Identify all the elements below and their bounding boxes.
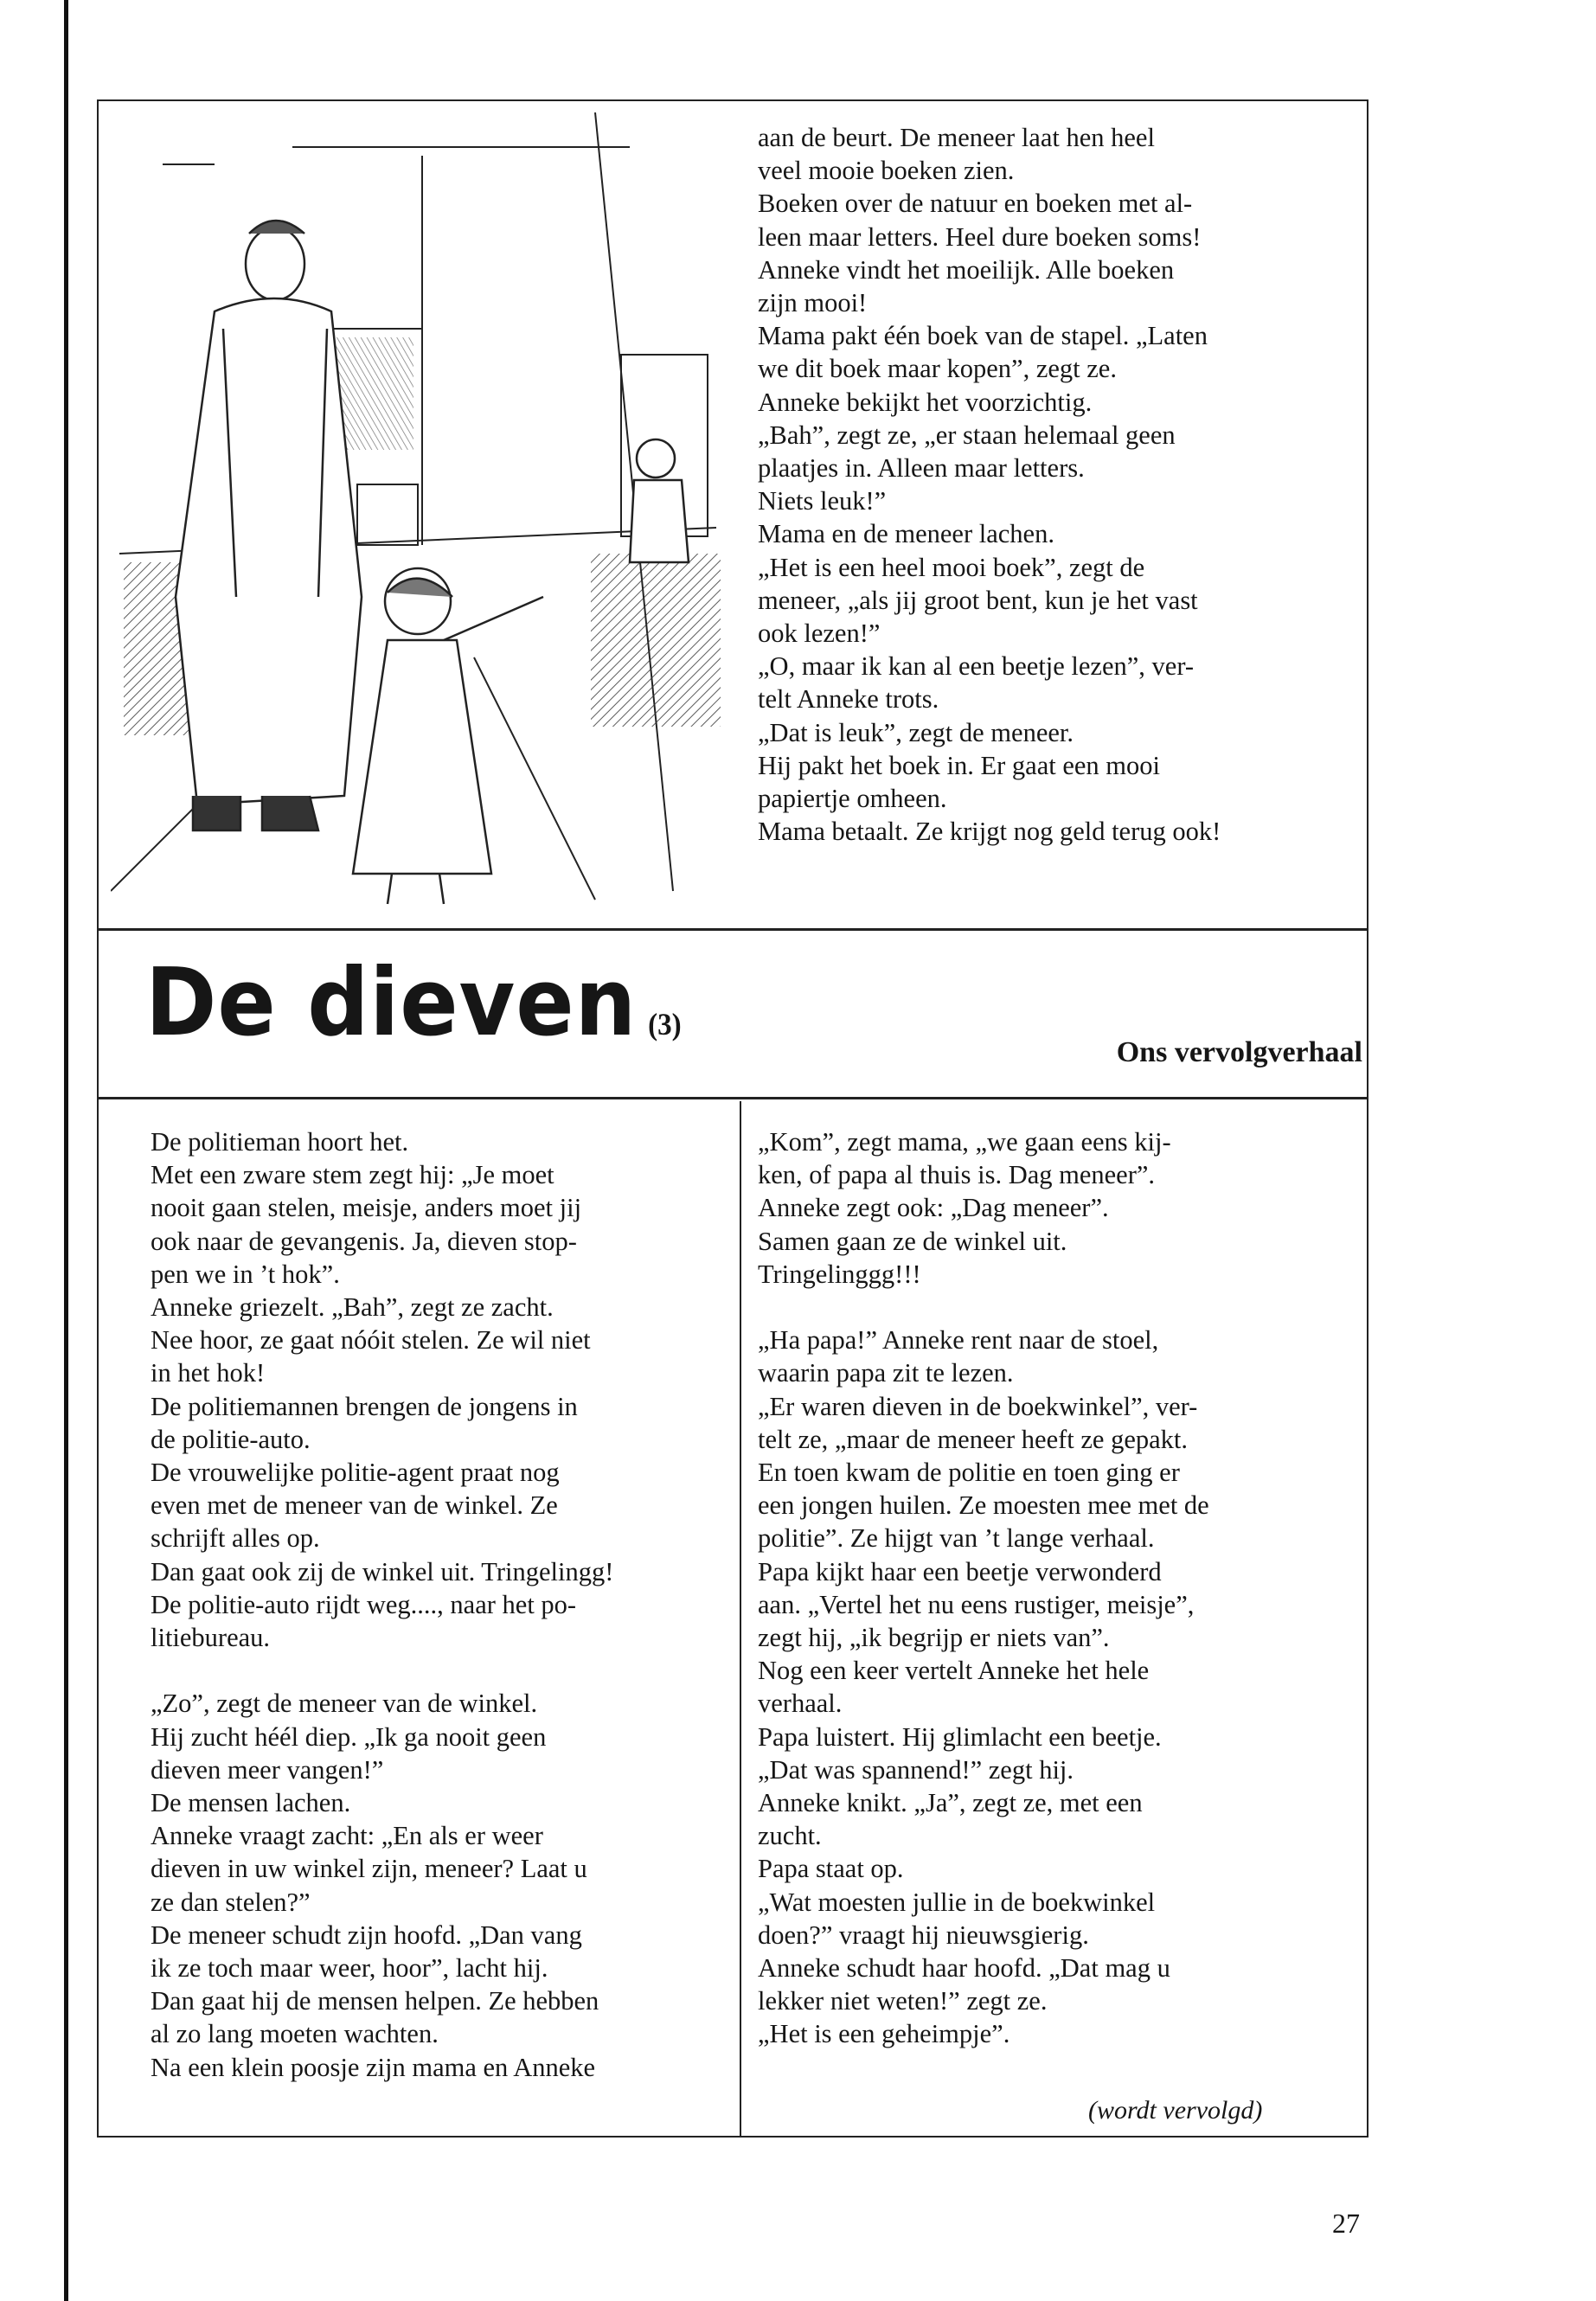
- paragraph-spacer: [758, 1291, 1209, 1324]
- story-part-number: (3): [648, 1007, 682, 1042]
- divider-heading: [97, 1097, 1368, 1099]
- column-right: [758, 1125, 1209, 2051]
- paragraph-line: we dit boek maar kopen”, zegt ze.: [758, 354, 1117, 384]
- paragraph-line: ken, of papa al thuis is. Dag meneer”.: [758, 1160, 1156, 1190]
- paragraph-line: De vrouwelijke politie-agent praat nog: [151, 1458, 560, 1488]
- paragraph-line: Nog een keer vertelt Anneke het hele: [758, 1656, 1150, 1686]
- paragraph-line: Tringelinggg!!!: [758, 1259, 921, 1289]
- paragraph-line: veel mooie boeken zien.: [758, 156, 1015, 186]
- paragraph-line: „Dat was spannend!” zegt hij.: [758, 1754, 1074, 1785]
- paragraph-line: leen maar letters. Heel dure boeken soms!: [758, 221, 1202, 252]
- paragraph-line: dieven in uw winkel zijn, meneer? Laat u: [151, 1854, 587, 1884]
- paragraph-spacer: [151, 1654, 613, 1687]
- paragraph-line: aan. „Vertel het nu eens rustiger, meisje”,: [758, 1589, 1195, 1619]
- paragraph-line: De politie-auto rijdt weg...., naar het po-: [151, 1589, 577, 1619]
- story-subtitle: Ons vervolgverhaal: [1116, 1036, 1362, 1068]
- paragraph-line: „Wat moesten jullie in de boekwinkel: [758, 1887, 1156, 1917]
- paragraph-line: waarin papa zit te lezen.: [758, 1358, 1014, 1388]
- paragraph-line: Mama betaalt. Ze krijgt nog geld terug ook!: [758, 817, 1221, 847]
- paragraph-line: pen we in ’t hok”.: [151, 1259, 340, 1289]
- paragraph-line: telt ze, „maar de meneer heeft ze gepakt.: [758, 1424, 1189, 1454]
- paragraph-line: „Zo”, zegt de meneer van de winkel.: [151, 1689, 538, 1719]
- paragraph-line: De politiemannen brengen de jongens in: [151, 1391, 578, 1421]
- paragraph-line: even met de meneer van de winkel. Ze: [151, 1490, 558, 1521]
- paragraph-line: Anneke griezelt. „Bah”, zegt ze zacht.: [151, 1292, 554, 1323]
- paragraph-line: Papa luistert. Hij glimlacht een beetje.: [758, 1721, 1162, 1752]
- paragraph-line: zijn mooi!: [758, 288, 868, 318]
- column-divider: [740, 1101, 741, 2136]
- paragraph-line: Nee hoor, ze gaat nóóit stelen. Ze wil niet: [151, 1325, 591, 1356]
- paragraph-line: ook naar de gevangenis. Ja, dieven stop-: [151, 1226, 577, 1256]
- story-top-text: [758, 121, 1221, 848]
- paragraph-line: lekker niet weten!” zegt ze.: [758, 1986, 1048, 2016]
- paragraph-line: Anneke knikt. „Ja”, zegt ze, met een: [758, 1788, 1143, 1818]
- divider-top: [97, 928, 1368, 931]
- to-be-continued-note: (wordt vervolgd): [1088, 2096, 1263, 2125]
- column-left: [151, 1125, 613, 2084]
- bookshop-illustration: [111, 112, 727, 913]
- paragraph-line: in het hok!: [151, 1358, 266, 1388]
- paragraph-line: dieven meer vangen!”: [151, 1754, 384, 1785]
- story-title-text: De dieven: [145, 949, 638, 1057]
- paragraph-line: ook lezen!”: [758, 619, 881, 649]
- paragraph-line: „Er waren dieven in de boekwinkel”, ver-: [758, 1391, 1198, 1421]
- paragraph-line: telt Anneke trots.: [758, 684, 939, 715]
- paragraph-line: Hij zucht héél diep. „Ik ga nooit geen: [151, 1721, 547, 1752]
- paragraph-line: al zo lang moeten wachten.: [151, 2019, 439, 2049]
- paragraph-line: zucht.: [758, 1821, 822, 1851]
- paragraph-line: Niets leuk!”: [758, 486, 887, 516]
- paragraph-line: politie”. Ze hijgt van ’t lange verhaal.: [758, 1523, 1155, 1554]
- paragraph-line: Dan gaat hij de mensen helpen. Ze hebben: [151, 1986, 599, 2016]
- paragraph-line: „Ha papa!” Anneke rent naar de stoel,: [758, 1325, 1159, 1356]
- paragraph-line: schrijft alles op.: [151, 1523, 320, 1554]
- paragraph-line: Anneke zegt ook: „Dag meneer”.: [758, 1193, 1109, 1223]
- paragraph-line: Na een klein poosje zijn mama en Anneke: [151, 2052, 596, 2082]
- paragraph-line: plaatjes in. Alleen maar letters.: [758, 453, 1085, 484]
- paragraph-line: Anneke bekijkt het voorzichtig.: [758, 387, 1093, 417]
- paragraph-line: Anneke vraagt zacht: „En als er weer: [151, 1821, 543, 1851]
- paragraph-line: Samen gaan ze de winkel uit.: [758, 1226, 1067, 1256]
- paragraph-line: Mama en de meneer lachen.: [758, 519, 1054, 549]
- paragraph-line: „O, maar ik kan al een beetje lezen”, ver-: [758, 651, 1195, 682]
- paragraph-line: papiertje omheen.: [758, 784, 947, 814]
- paragraph-line: meneer, „als jij groot bent, kun je het vast: [758, 585, 1198, 615]
- paragraph-line: ze dan stelen?”: [151, 1887, 311, 1917]
- paragraph-line: een jongen huilen. Ze moesten mee met de: [758, 1490, 1209, 1521]
- paragraph-line: „Dat is leuk”, zegt de meneer.: [758, 717, 1074, 747]
- paragraph-line: „Het is een geheimpje”.: [758, 2019, 1010, 2049]
- paragraph-line: De mensen lachen.: [151, 1788, 351, 1818]
- paragraph-line: Mama pakt één boek van de stapel. „Laten: [758, 321, 1208, 351]
- paragraph-line: De meneer schudt zijn hoofd. „Dan vang: [151, 1920, 582, 1950]
- paragraph-line: Anneke schudt haar hoofd. „Dat mag u: [758, 1953, 1170, 1984]
- paragraph-line: Hij pakt het boek in. Er gaat een mooi: [758, 750, 1160, 780]
- page-number: 27: [1332, 2208, 1360, 2239]
- margin-rule: [64, 0, 68, 2301]
- paragraph-line: nooit gaan stelen, meisje, anders moet jij: [151, 1193, 582, 1223]
- paragraph-line: zegt hij, „ik begrijp er niets van”.: [758, 1623, 1110, 1653]
- paragraph-line: verhaal.: [758, 1689, 843, 1719]
- paragraph-line: litiebureau.: [151, 1623, 271, 1653]
- paragraph-line: Met een zware stem zegt hij: „Je moet: [151, 1160, 554, 1190]
- paragraph-line: „Bah”, zegt ze, „er staan helemaal geen: [758, 420, 1176, 450]
- paragraph-line: „Kom”, zegt mama, „we gaan eens kij-: [758, 1127, 1171, 1157]
- paragraph-line: doen?” vraagt hij nieuwsgierig.: [758, 1920, 1089, 1950]
- paragraph-line: Papa kijkt haar een beetje verwonderd: [758, 1556, 1162, 1586]
- paragraph-line: aan de beurt. De meneer laat hen heel: [758, 123, 1155, 152]
- paragraph-line: de politie-auto.: [151, 1424, 311, 1454]
- paragraph-line: ik ze toch maar weer, hoor”, lacht hij.: [151, 1953, 548, 1984]
- paragraph-line: Dan gaat ook zij de winkel uit. Tringelingg!: [151, 1556, 614, 1586]
- paragraph-line: Anneke vindt het moeilijk. Alle boeken: [758, 254, 1175, 285]
- paragraph-line: Boeken over de natuur en boeken met al-: [758, 189, 1193, 219]
- paragraph-line: En toen kwam de politie en toen ging er: [758, 1458, 1180, 1488]
- story-title: [145, 949, 682, 1076]
- paragraph-line: De politieman hoort het.: [151, 1127, 409, 1157]
- paragraph-line: Papa staat op.: [758, 1854, 904, 1884]
- paragraph-line: „Het is een heel mooi boek”, zegt de: [758, 552, 1145, 582]
